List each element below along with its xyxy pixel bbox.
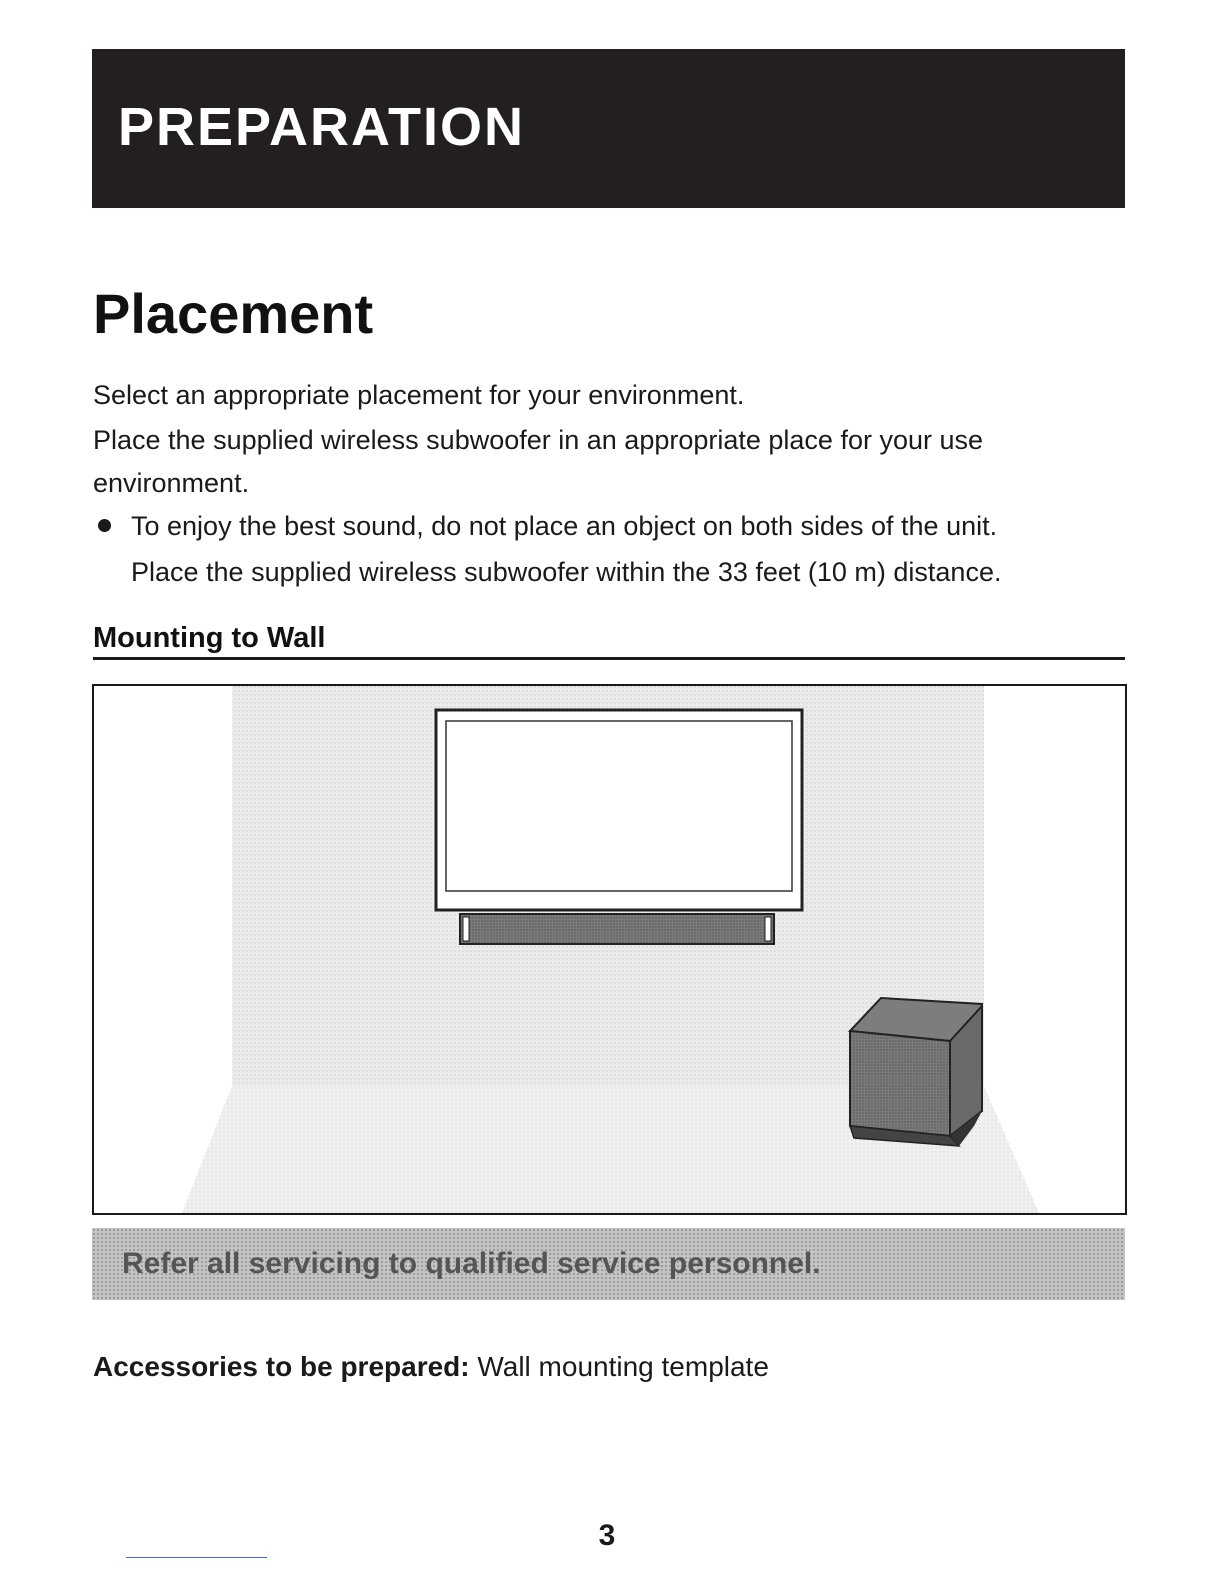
accessories-label: Accessories to be prepared: — [93, 1351, 470, 1382]
intro-line-3: environment. — [93, 468, 250, 498]
banner-title: PREPARATION — [118, 97, 526, 157]
section-banner — [92, 49, 1125, 208]
bullet-line-2: Place the supplied wireless subwoofer within the 33 feet (10 m) distance. — [131, 557, 1002, 587]
page-title: Placement — [93, 282, 374, 345]
bullet-line-1: To enjoy the best sound, do not place an object on both sides of the unit. — [131, 511, 998, 541]
section-heading-text: Mounting to Wall — [93, 622, 326, 654]
section-heading — [93, 620, 1125, 660]
subwoofer-illustration — [850, 998, 982, 1146]
servicing-notice — [92, 1228, 1125, 1300]
bullet-icon — [98, 519, 111, 532]
notice-text: Refer all servicing to qualified service personnel. — [122, 1247, 821, 1280]
intro-line-2: Place the supplied wireless subwoofer in an appropriate place for your use — [93, 425, 984, 455]
footer-rule — [126, 1557, 267, 1558]
tv-illustration — [436, 710, 802, 910]
accessories-value: Wall mounting template — [469, 1351, 769, 1382]
page-number: 3 — [598, 1519, 616, 1552]
accessories-line — [93, 1349, 769, 1385]
intro-line-1: Select an appropriate placement for your environment. — [93, 380, 745, 410]
wall-mount-illustration — [92, 684, 1127, 1215]
soundbar-illustration — [460, 914, 774, 944]
